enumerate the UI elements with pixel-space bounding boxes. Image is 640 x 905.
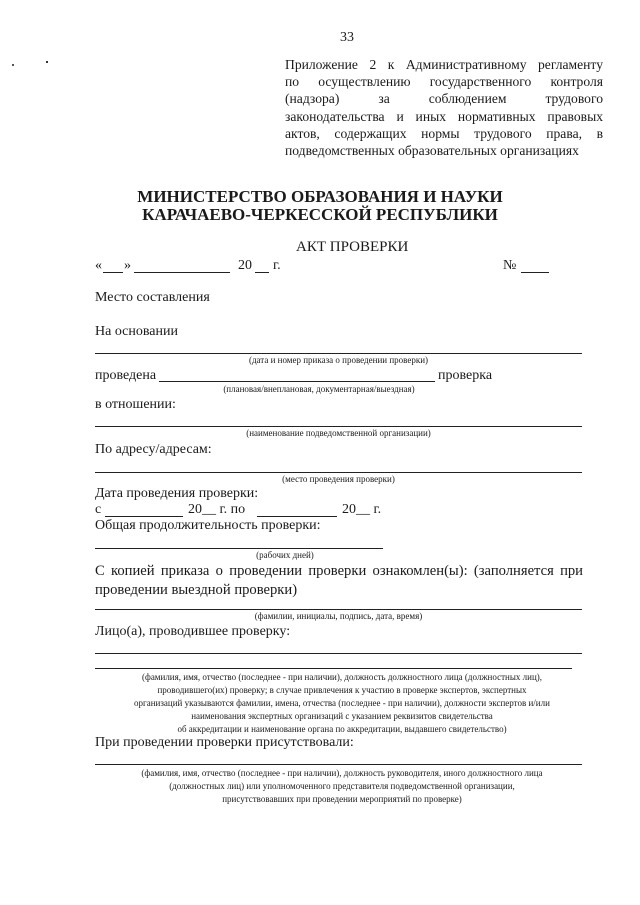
acquainted-paragraph bbox=[95, 562, 583, 600]
year-suffix: г. bbox=[273, 258, 281, 273]
type-field-line[interactable] bbox=[159, 381, 435, 382]
date-to-blank[interactable] bbox=[257, 516, 337, 517]
org-caption: (наименование подведомственной организации) bbox=[246, 428, 431, 438]
duration-field-line[interactable] bbox=[95, 548, 383, 549]
inspector-note-line: организаций указываются фамилии, имена, отчества (последнее - при наличии), должности экспертов и/или bbox=[134, 698, 550, 708]
annex-line: подведомственных образовательных организациях bbox=[285, 143, 579, 159]
place-caption: (место проведения проверки) bbox=[282, 474, 395, 484]
page-number: 33 bbox=[340, 30, 354, 45]
basis-field-line[interactable] bbox=[95, 353, 582, 354]
inspector-note-line: наименования экспертных организаций с указанием реквизитов свидетельства bbox=[191, 711, 493, 721]
act-title: АКТ ПРОВЕРКИ bbox=[296, 239, 409, 255]
inspector-notes bbox=[92, 671, 592, 736]
present-notes bbox=[92, 767, 592, 806]
acquainted-line: проведении выездной проверки) bbox=[95, 582, 298, 598]
from-label: с bbox=[95, 502, 102, 517]
open-quote: « bbox=[95, 258, 102, 273]
address-label: По адресу/адресам: bbox=[95, 442, 212, 457]
date-from-blank[interactable] bbox=[105, 516, 183, 517]
number-blank[interactable] bbox=[521, 272, 549, 273]
basis-label: На основании bbox=[95, 324, 178, 339]
signature-field-line[interactable] bbox=[95, 609, 582, 610]
inspector-field-line-2[interactable] bbox=[95, 668, 572, 669]
annex-line: (надзора) за соблюдением трудового bbox=[285, 91, 603, 107]
present-label: При проведении проверки присутствовали: bbox=[95, 735, 354, 750]
ministry-title-line2: КАРАЧАЕВО-ЧЕРКЕССКОЙ РЕСПУБЛИКИ bbox=[142, 205, 498, 224]
annex-line: Приложение 2 к Административному регламенту bbox=[285, 57, 603, 72]
annex-line: актов, содержащих нормы трудового права, в bbox=[285, 125, 603, 141]
present-field-line[interactable] bbox=[95, 764, 582, 765]
present-note-line: присутствовавших при проведении мероприятий по проверке) bbox=[222, 794, 462, 804]
year-to-label: 20__ г. по bbox=[188, 502, 246, 517]
type-caption: (плановая/внеплановая, документарная/выездная) bbox=[223, 384, 415, 394]
signature-caption: (фамилии, инициалы, подпись, дата, время) bbox=[254, 611, 423, 621]
inspector-note-line: проводившего(их) проверку; в случае привлечения к участию в проверке экспертов, экспертных bbox=[157, 685, 527, 695]
present-note-line: (фамилия, имя, отчество (последнее - при наличии), должность руководителя, иного должностного лица bbox=[141, 768, 543, 778]
basis-caption: (дата и номер приказа о проведении проверки) bbox=[248, 355, 429, 365]
annex-line: по осуществлению государственного контроля bbox=[285, 74, 603, 90]
org-field-line[interactable] bbox=[95, 426, 582, 427]
check-date-label: Дата проведения проверки: bbox=[95, 486, 259, 501]
workdays-caption: (рабочих дней) bbox=[256, 550, 314, 560]
address-field-line[interactable] bbox=[95, 472, 582, 473]
inspector-note-line: об аккредитации и наименование органа по аккредитации, выдавшего свидетельство) bbox=[177, 724, 507, 734]
number-sign: № bbox=[503, 258, 517, 273]
inspector-label: Лицо(а), проводившее проверку: bbox=[95, 624, 291, 639]
conducted-label: проведена bbox=[95, 368, 157, 383]
regarding-label: в отношении: bbox=[95, 397, 176, 412]
annex-header bbox=[285, 56, 603, 159]
month-blank[interactable] bbox=[134, 272, 230, 273]
inspector-field-line-1[interactable] bbox=[95, 653, 582, 654]
close-quote: » bbox=[124, 258, 131, 273]
scan-artifact-dot bbox=[12, 64, 14, 66]
ministry-title-line1: МИНИСТЕРСТВО ОБРАЗОВАНИЯ И НАУКИ bbox=[137, 187, 503, 206]
check-label: проверка bbox=[438, 368, 493, 383]
place-label: Место составления bbox=[95, 290, 210, 305]
annex-line: законодательства и иных нормативных правовых bbox=[285, 108, 603, 124]
year-blank[interactable] bbox=[255, 272, 269, 273]
year-prefix: 20 bbox=[238, 258, 252, 273]
inspector-note-line: (фамилия, имя, отчество (последнее - при наличии), должность должностного лица (должностных лиц), bbox=[141, 672, 543, 682]
duration-label: Общая продолжительность проверки: bbox=[95, 518, 321, 533]
day-blank[interactable] bbox=[103, 272, 123, 273]
present-note-line: (должностных лиц) или уполномоченного представителя подведомственной организации, bbox=[169, 781, 515, 791]
year-end-label: 20__ г. bbox=[342, 502, 382, 517]
scan-artifact-dot bbox=[46, 61, 48, 63]
acquainted-line: С копией приказа о проведении проверки ознакомлен(ы): (заполняется при bbox=[95, 563, 583, 579]
